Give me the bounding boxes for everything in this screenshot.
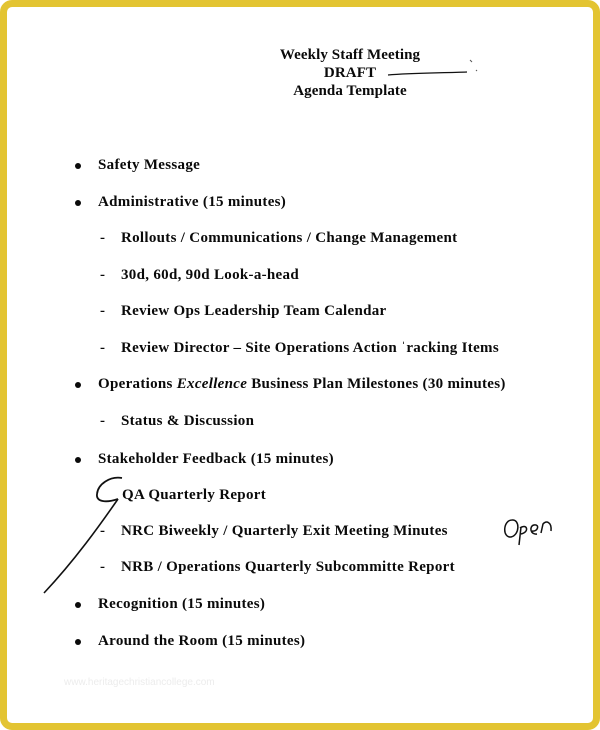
- handwritten-open-icon: [519, 527, 527, 545]
- dash-icon: -: [100, 340, 105, 356]
- handwritten-open-icon: [531, 525, 538, 534]
- dash-icon: -: [100, 230, 105, 246]
- check-loop-mark: [97, 478, 122, 502]
- handwritten-open-icon: [505, 520, 518, 537]
- title-line-3: Agenda Template: [293, 83, 407, 99]
- dash-icon: -: [100, 523, 105, 539]
- dash-icon: -: [100, 303, 105, 319]
- agenda-item-stakeholder: Stakeholder Feedback (15 minutes): [98, 451, 334, 467]
- ops-emphasis: Excellence: [176, 376, 248, 392]
- sub-item: NRC Biweekly / Quarterly Exit Meeting Minutes: [121, 523, 448, 539]
- agenda-item-administrative: Administrative (15 minutes): [98, 194, 287, 210]
- title-line-1: Weekly Staff Meeting: [279, 47, 421, 63]
- diagonal-stroke: [44, 499, 118, 593]
- sub-item: Status & Discussion: [121, 413, 255, 429]
- agenda-item-recognition: Recognition (15 minutes): [98, 596, 266, 612]
- dash-icon: -: [100, 559, 105, 575]
- sub-item: Rollouts / Communications / Change Management: [121, 230, 458, 246]
- sub-item: Review Director – Site Operations Action ˈracking Items: [121, 340, 499, 356]
- ops-prefix: Operations: [98, 376, 177, 392]
- sub-item: QA Quarterly Report: [122, 487, 267, 503]
- dash-icon: -: [100, 413, 105, 429]
- title-line-2: DRAFT: [323, 65, 377, 81]
- sub-item: 30d, 60d, 90d Look-a-head: [121, 267, 299, 283]
- pen-dot: [470, 60, 477, 71]
- agenda-item-around-the-room: Around the Room (15 minutes): [98, 633, 306, 649]
- sub-item: NRB / Operations Quarterly Subcommitte Report: [121, 559, 455, 575]
- watermark: www.heritagechristiancollege.com: [64, 677, 215, 688]
- dash-icon: -: [100, 267, 105, 283]
- sub-item: Review Ops Leadership Team Calendar: [121, 303, 387, 319]
- pen-stroke-draft: [388, 72, 467, 75]
- agenda-item-safety: Safety Message: [98, 157, 201, 173]
- ops-suffix: Business Plan Milestones (30 minutes): [247, 376, 506, 392]
- handwritten-open-icon: [541, 522, 551, 533]
